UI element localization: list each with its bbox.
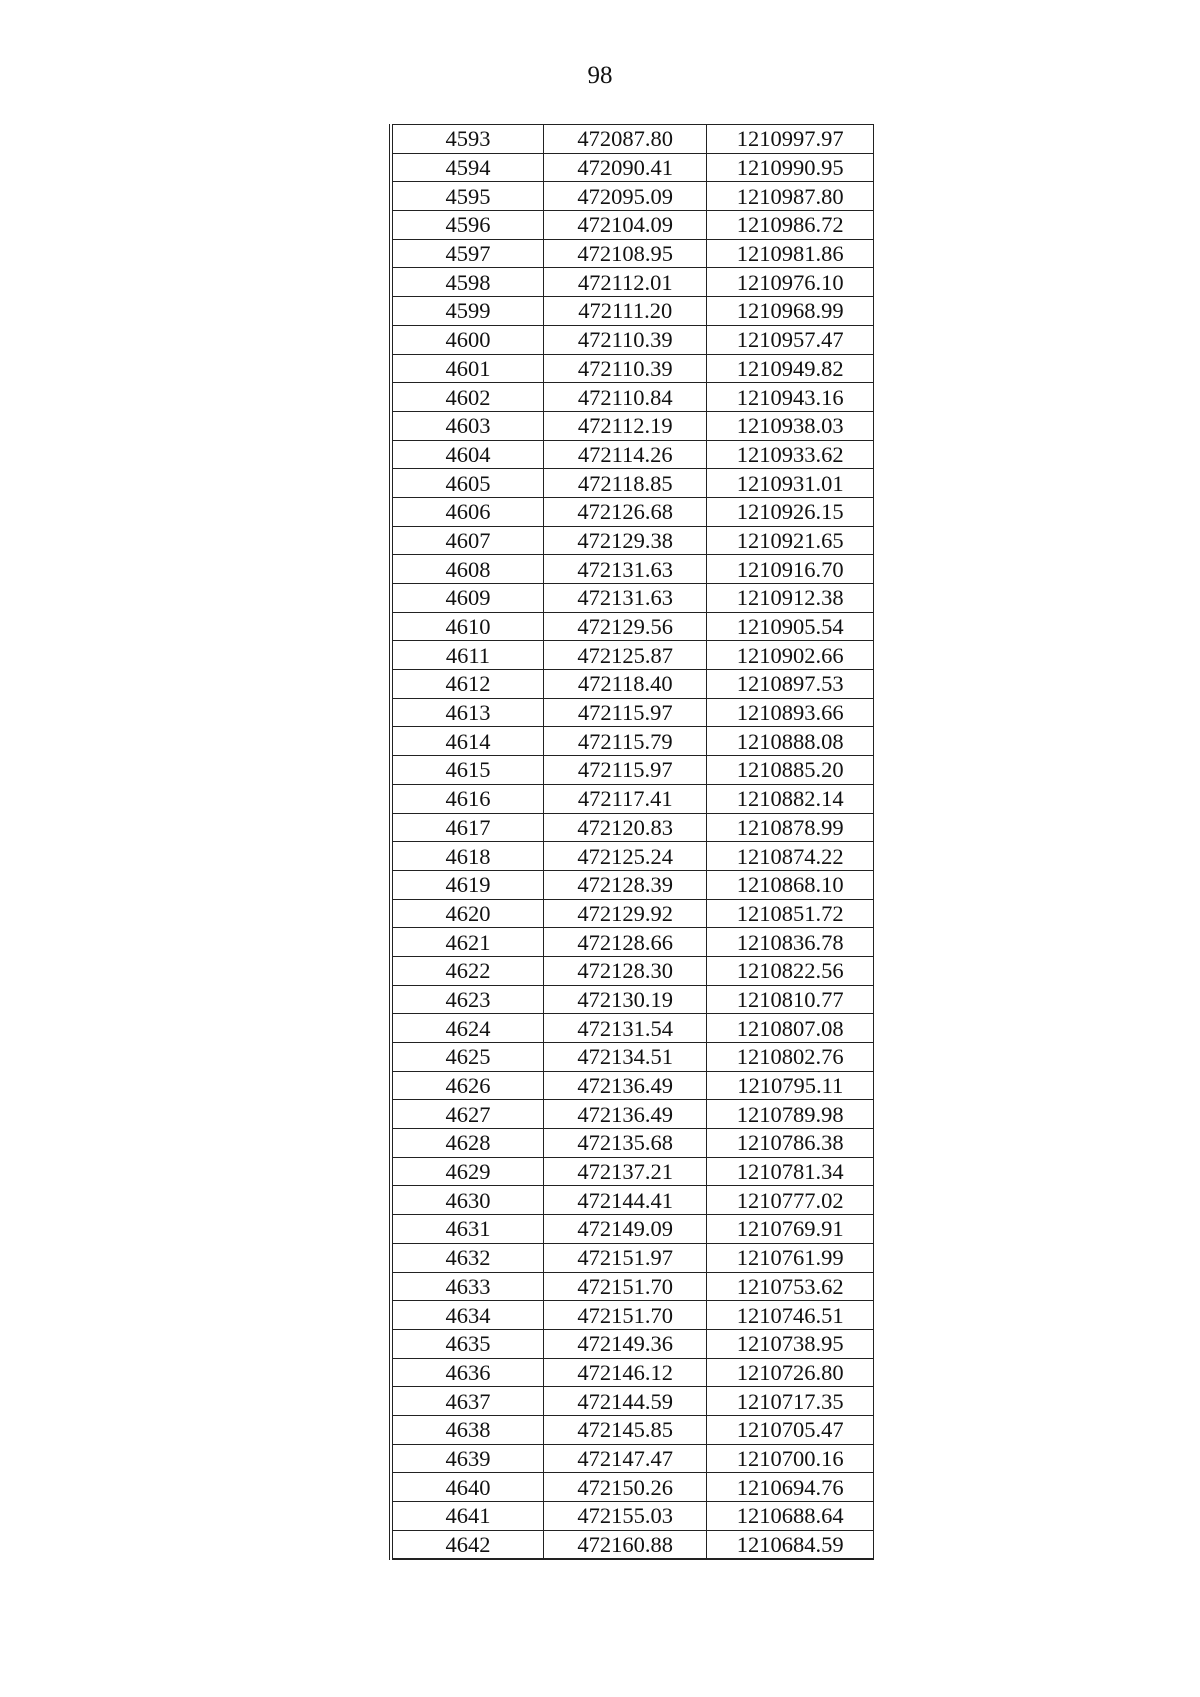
x-coordinate-cell: 472129.38	[543, 526, 707, 555]
point-number-cell: 4632	[391, 1243, 543, 1272]
table-row	[391, 182, 874, 211]
point-number-cell: 4622	[391, 956, 543, 985]
point-number-cell: 4641	[391, 1502, 543, 1531]
table-row	[391, 1014, 874, 1043]
table-row	[391, 670, 874, 699]
point-number-cell: 4602	[391, 383, 543, 412]
x-coordinate-cell: 472090.41	[543, 153, 707, 182]
y-coordinate-cell: 1210781.34	[707, 1157, 874, 1186]
table-row	[391, 383, 874, 412]
table-row	[391, 1071, 874, 1100]
y-coordinate-cell: 1210769.91	[707, 1215, 874, 1244]
table-row	[391, 1186, 874, 1215]
x-coordinate-cell: 472144.41	[543, 1186, 707, 1215]
y-coordinate-cell: 1210990.95	[707, 153, 874, 182]
point-number-cell: 4638	[391, 1415, 543, 1444]
point-number-cell: 4639	[391, 1444, 543, 1473]
x-coordinate-cell: 472111.20	[543, 297, 707, 326]
y-coordinate-cell: 1210836.78	[707, 928, 874, 957]
table-row	[391, 1272, 874, 1301]
point-number-cell: 4620	[391, 899, 543, 928]
point-number-cell: 4626	[391, 1071, 543, 1100]
y-coordinate-cell: 1210957.47	[707, 325, 874, 354]
x-coordinate-cell: 472115.97	[543, 698, 707, 727]
x-coordinate-cell: 472095.09	[543, 182, 707, 211]
table-row	[391, 411, 874, 440]
y-coordinate-cell: 1210700.16	[707, 1444, 874, 1473]
table-row	[391, 985, 874, 1014]
y-coordinate-cell: 1210949.82	[707, 354, 874, 383]
table-row	[391, 497, 874, 526]
y-coordinate-cell: 1210987.80	[707, 182, 874, 211]
x-coordinate-cell: 472131.54	[543, 1014, 707, 1043]
point-number-cell: 4611	[391, 641, 543, 670]
y-coordinate-cell: 1210912.38	[707, 584, 874, 613]
point-number-cell: 4618	[391, 842, 543, 871]
point-number-cell: 4619	[391, 870, 543, 899]
table-row	[391, 1415, 874, 1444]
y-coordinate-cell: 1210885.20	[707, 756, 874, 785]
y-coordinate-cell: 1210795.11	[707, 1071, 874, 1100]
point-number-cell: 4642	[391, 1530, 543, 1559]
x-coordinate-cell: 472144.59	[543, 1387, 707, 1416]
table-row	[391, 1387, 874, 1416]
x-coordinate-cell: 472137.21	[543, 1157, 707, 1186]
point-number-cell: 4596	[391, 211, 543, 240]
table-row	[391, 756, 874, 785]
y-coordinate-cell: 1210717.35	[707, 1387, 874, 1416]
table-row	[391, 440, 874, 469]
x-coordinate-cell: 472110.39	[543, 325, 707, 354]
point-number-cell: 4612	[391, 670, 543, 699]
point-number-cell: 4635	[391, 1329, 543, 1358]
x-coordinate-cell: 472110.84	[543, 383, 707, 412]
x-coordinate-cell: 472108.95	[543, 239, 707, 268]
x-coordinate-cell: 472149.36	[543, 1329, 707, 1358]
point-number-cell: 4637	[391, 1387, 543, 1416]
x-coordinate-cell: 472151.70	[543, 1272, 707, 1301]
y-coordinate-cell: 1210684.59	[707, 1530, 874, 1559]
x-coordinate-cell: 472110.39	[543, 354, 707, 383]
point-number-cell: 4625	[391, 1043, 543, 1072]
point-number-cell: 4640	[391, 1473, 543, 1502]
y-coordinate-cell: 1210726.80	[707, 1358, 874, 1387]
table-row	[391, 526, 874, 555]
table-row	[391, 125, 874, 154]
point-number-cell: 4599	[391, 297, 543, 326]
x-coordinate-cell: 472155.03	[543, 1502, 707, 1531]
point-number-cell: 4595	[391, 182, 543, 211]
point-number-cell: 4607	[391, 526, 543, 555]
point-number-cell: 4615	[391, 756, 543, 785]
x-coordinate-cell: 472115.79	[543, 727, 707, 756]
point-number-cell: 4594	[391, 153, 543, 182]
table-row	[391, 325, 874, 354]
y-coordinate-cell: 1210905.54	[707, 612, 874, 641]
y-coordinate-cell: 1210868.10	[707, 870, 874, 899]
table-row	[391, 612, 874, 641]
point-number-cell: 4603	[391, 411, 543, 440]
x-coordinate-cell: 472112.01	[543, 268, 707, 297]
x-coordinate-cell: 472131.63	[543, 555, 707, 584]
x-coordinate-cell: 472125.24	[543, 842, 707, 871]
page-number: 98	[587, 62, 613, 89]
y-coordinate-cell: 1210933.62	[707, 440, 874, 469]
table-row	[391, 870, 874, 899]
x-coordinate-cell: 472129.56	[543, 612, 707, 641]
table-row	[391, 641, 874, 670]
point-number-cell: 4609	[391, 584, 543, 613]
y-coordinate-cell: 1210777.02	[707, 1186, 874, 1215]
x-coordinate-cell: 472136.49	[543, 1071, 707, 1100]
table-row	[391, 1444, 874, 1473]
point-number-cell: 4605	[391, 469, 543, 498]
point-number-cell: 4598	[391, 268, 543, 297]
table-row	[391, 928, 874, 957]
y-coordinate-cell: 1210976.10	[707, 268, 874, 297]
point-number-cell: 4600	[391, 325, 543, 354]
point-number-cell: 4636	[391, 1358, 543, 1387]
table-row	[391, 469, 874, 498]
table-row	[391, 1243, 874, 1272]
point-number-cell: 4593	[391, 125, 543, 154]
y-coordinate-cell: 1210761.99	[707, 1243, 874, 1272]
x-coordinate-cell: 472146.12	[543, 1358, 707, 1387]
table-row	[391, 1129, 874, 1158]
x-coordinate-cell: 472125.87	[543, 641, 707, 670]
table-row	[391, 1502, 874, 1531]
point-number-cell: 4606	[391, 497, 543, 526]
x-coordinate-cell: 472145.85	[543, 1415, 707, 1444]
point-number-cell: 4623	[391, 985, 543, 1014]
x-coordinate-cell: 472136.49	[543, 1100, 707, 1129]
y-coordinate-cell: 1210786.38	[707, 1129, 874, 1158]
y-coordinate-cell: 1210897.53	[707, 670, 874, 699]
x-coordinate-cell: 472135.68	[543, 1129, 707, 1158]
x-coordinate-cell: 472126.68	[543, 497, 707, 526]
table-row	[391, 1100, 874, 1129]
x-coordinate-cell: 472151.97	[543, 1243, 707, 1272]
table-row	[391, 1358, 874, 1387]
point-number-cell: 4634	[391, 1301, 543, 1330]
y-coordinate-cell: 1210943.16	[707, 383, 874, 412]
point-number-cell: 4614	[391, 727, 543, 756]
point-number-cell: 4613	[391, 698, 543, 727]
y-coordinate-cell: 1210789.98	[707, 1100, 874, 1129]
coordinates-table-body	[391, 125, 874, 1560]
point-number-cell: 4633	[391, 1272, 543, 1301]
x-coordinate-cell: 472128.66	[543, 928, 707, 957]
y-coordinate-cell: 1210746.51	[707, 1301, 874, 1330]
table-row	[391, 698, 874, 727]
table-row	[391, 354, 874, 383]
point-number-cell: 4631	[391, 1215, 543, 1244]
x-coordinate-cell: 472104.09	[543, 211, 707, 240]
y-coordinate-cell: 1210810.77	[707, 985, 874, 1014]
table-row	[391, 842, 874, 871]
y-coordinate-cell: 1210981.86	[707, 239, 874, 268]
y-coordinate-cell: 1210916.70	[707, 555, 874, 584]
table-row	[391, 1329, 874, 1358]
point-number-cell: 4629	[391, 1157, 543, 1186]
x-coordinate-cell: 472149.09	[543, 1215, 707, 1244]
y-coordinate-cell: 1210694.76	[707, 1473, 874, 1502]
x-coordinate-cell: 472134.51	[543, 1043, 707, 1072]
x-coordinate-cell: 472118.85	[543, 469, 707, 498]
y-coordinate-cell: 1210874.22	[707, 842, 874, 871]
y-coordinate-cell: 1210986.72	[707, 211, 874, 240]
x-coordinate-cell: 472130.19	[543, 985, 707, 1014]
y-coordinate-cell: 1210705.47	[707, 1415, 874, 1444]
point-number-cell: 4601	[391, 354, 543, 383]
y-coordinate-cell: 1210997.97	[707, 125, 874, 154]
point-number-cell: 4597	[391, 239, 543, 268]
x-coordinate-cell: 472129.92	[543, 899, 707, 928]
y-coordinate-cell: 1210968.99	[707, 297, 874, 326]
point-number-cell: 4628	[391, 1129, 543, 1158]
table-row	[391, 784, 874, 813]
point-number-cell: 4608	[391, 555, 543, 584]
table-row	[391, 1301, 874, 1330]
y-coordinate-cell: 1210926.15	[707, 497, 874, 526]
y-coordinate-cell: 1210738.95	[707, 1329, 874, 1358]
point-number-cell: 4627	[391, 1100, 543, 1129]
point-number-cell: 4624	[391, 1014, 543, 1043]
x-coordinate-cell: 472115.97	[543, 756, 707, 785]
table-row	[391, 211, 874, 240]
y-coordinate-cell: 1210938.03	[707, 411, 874, 440]
y-coordinate-cell: 1210882.14	[707, 784, 874, 813]
y-coordinate-cell: 1210893.66	[707, 698, 874, 727]
point-number-cell: 4610	[391, 612, 543, 641]
x-coordinate-cell: 472117.41	[543, 784, 707, 813]
y-coordinate-cell: 1210921.65	[707, 526, 874, 555]
x-coordinate-cell: 472128.39	[543, 870, 707, 899]
table-row	[391, 899, 874, 928]
y-coordinate-cell: 1210931.01	[707, 469, 874, 498]
table-row	[391, 153, 874, 182]
table-row	[391, 1043, 874, 1072]
coordinates-table	[389, 124, 874, 1560]
x-coordinate-cell: 472114.26	[543, 440, 707, 469]
table-row	[391, 555, 874, 584]
table-row	[391, 239, 874, 268]
point-number-cell: 4604	[391, 440, 543, 469]
y-coordinate-cell: 1210888.08	[707, 727, 874, 756]
y-coordinate-cell: 1210902.66	[707, 641, 874, 670]
y-coordinate-cell: 1210807.08	[707, 1014, 874, 1043]
x-coordinate-cell: 472151.70	[543, 1301, 707, 1330]
point-number-cell: 4617	[391, 813, 543, 842]
table-row	[391, 1157, 874, 1186]
x-coordinate-cell: 472160.88	[543, 1530, 707, 1559]
table-row	[391, 268, 874, 297]
y-coordinate-cell: 1210878.99	[707, 813, 874, 842]
x-coordinate-cell: 472112.19	[543, 411, 707, 440]
x-coordinate-cell: 472120.83	[543, 813, 707, 842]
x-coordinate-cell: 472118.40	[543, 670, 707, 699]
table-row	[391, 1530, 874, 1559]
table-row	[391, 297, 874, 326]
y-coordinate-cell: 1210822.56	[707, 956, 874, 985]
table-row	[391, 956, 874, 985]
x-coordinate-cell: 472147.47	[543, 1444, 707, 1473]
x-coordinate-cell: 472128.30	[543, 956, 707, 985]
x-coordinate-cell: 472150.26	[543, 1473, 707, 1502]
table-row	[391, 584, 874, 613]
point-number-cell: 4616	[391, 784, 543, 813]
y-coordinate-cell: 1210851.72	[707, 899, 874, 928]
x-coordinate-cell: 472131.63	[543, 584, 707, 613]
table-row	[391, 1473, 874, 1502]
y-coordinate-cell: 1210802.76	[707, 1043, 874, 1072]
table-row	[391, 727, 874, 756]
x-coordinate-cell: 472087.80	[543, 125, 707, 154]
point-number-cell: 4621	[391, 928, 543, 957]
y-coordinate-cell: 1210688.64	[707, 1502, 874, 1531]
table-row	[391, 1215, 874, 1244]
table-row	[391, 813, 874, 842]
y-coordinate-cell: 1210753.62	[707, 1272, 874, 1301]
point-number-cell: 4630	[391, 1186, 543, 1215]
